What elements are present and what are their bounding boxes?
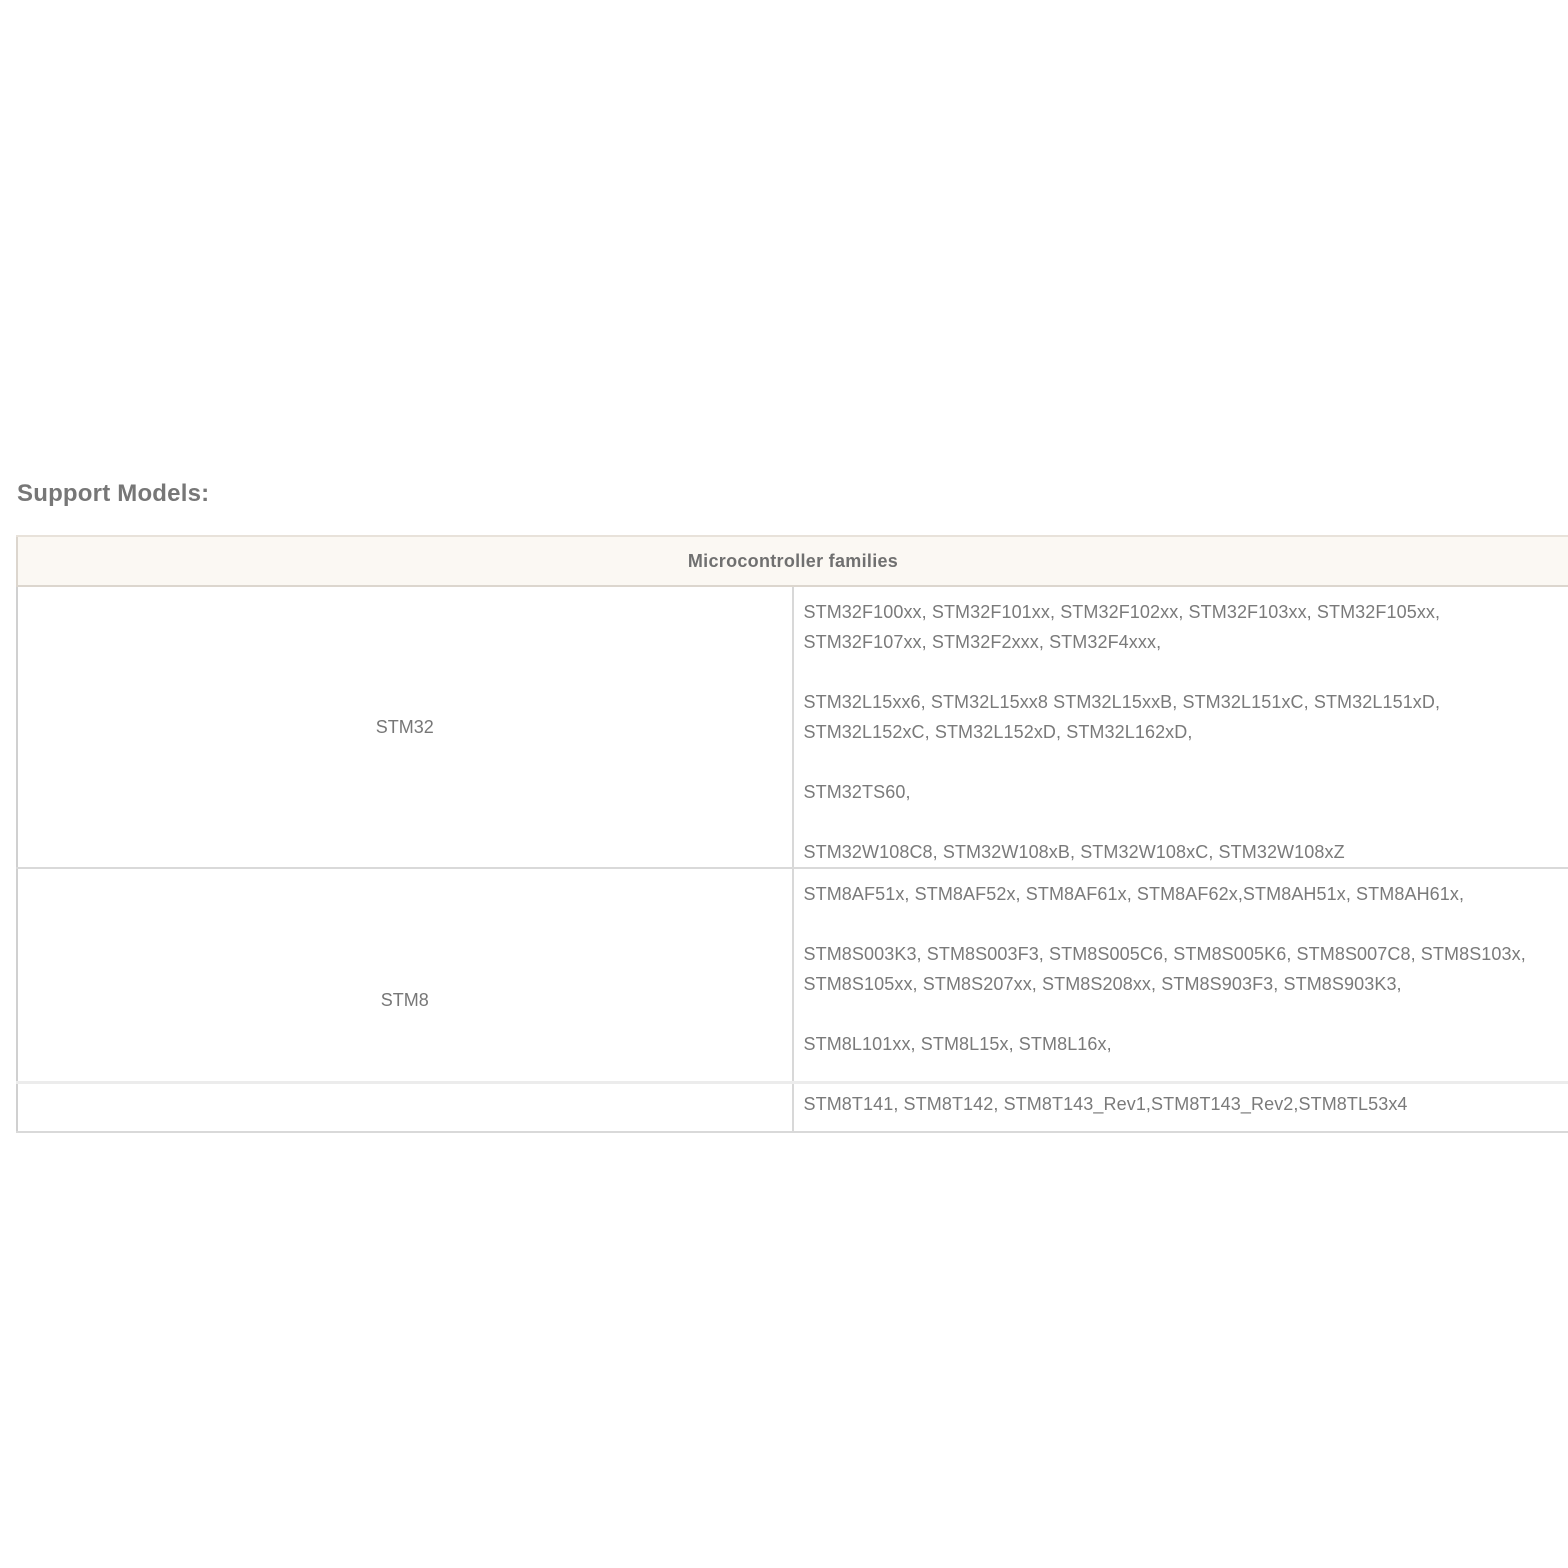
table-row [17,586,1568,868]
table-bottom-rule [16,1081,1568,1084]
section-title: Support Models: [17,480,210,507]
table-header-row [17,536,1568,586]
model-list-line: STM8T141, STM8T142, STM8T143_Rev1,STM8T143_Rev2,STM8TL53x4 [803,1094,1408,1114]
models-cell [793,586,1568,868]
model-list-line: STM8AF51x, STM8AF52x, STM8AF61x, STM8AF62x,STM8AH51x, STM8AH61x, [803,884,1465,904]
microcontroller-table [16,535,1568,1133]
model-list-line: STM32TS60, [803,782,911,802]
model-list-line: STM8S003K3, STM8S003F3, STM8S005C6, STM8S005K6, STM8S007C8, STM8S103x, STM8S105xx, STM8S207xx, STM8S208xx, STM8S903F3, STM8S903K3, [803,944,1526,994]
family-cell: STM32 [17,586,793,868]
table-header: Microcontroller families [17,536,1568,586]
model-list-line: STM32L15xx6, STM32L15xx8 STM32L15xxB, STM32L151xC, STM32L151xD, STM32L152xC, STM32L152xD, STM32L162xD, [803,692,1441,742]
model-list-line: STM32W108C8, STM32W108xB, STM32W108xC, STM32W108xZ [803,842,1345,862]
model-list-line: STM32F100xx, STM32F101xx, STM32F102xx, STM32F103xx, STM32F105xx, STM32F107xx, STM32F2xxx, STM32F4xxx, [803,602,1441,652]
family-cell: STM8 [17,868,793,1132]
models-cell [793,868,1568,1132]
table-row [17,868,1568,1132]
model-list-line: STM8L101xx, STM8L15x, STM8L16x, [803,1034,1112,1054]
